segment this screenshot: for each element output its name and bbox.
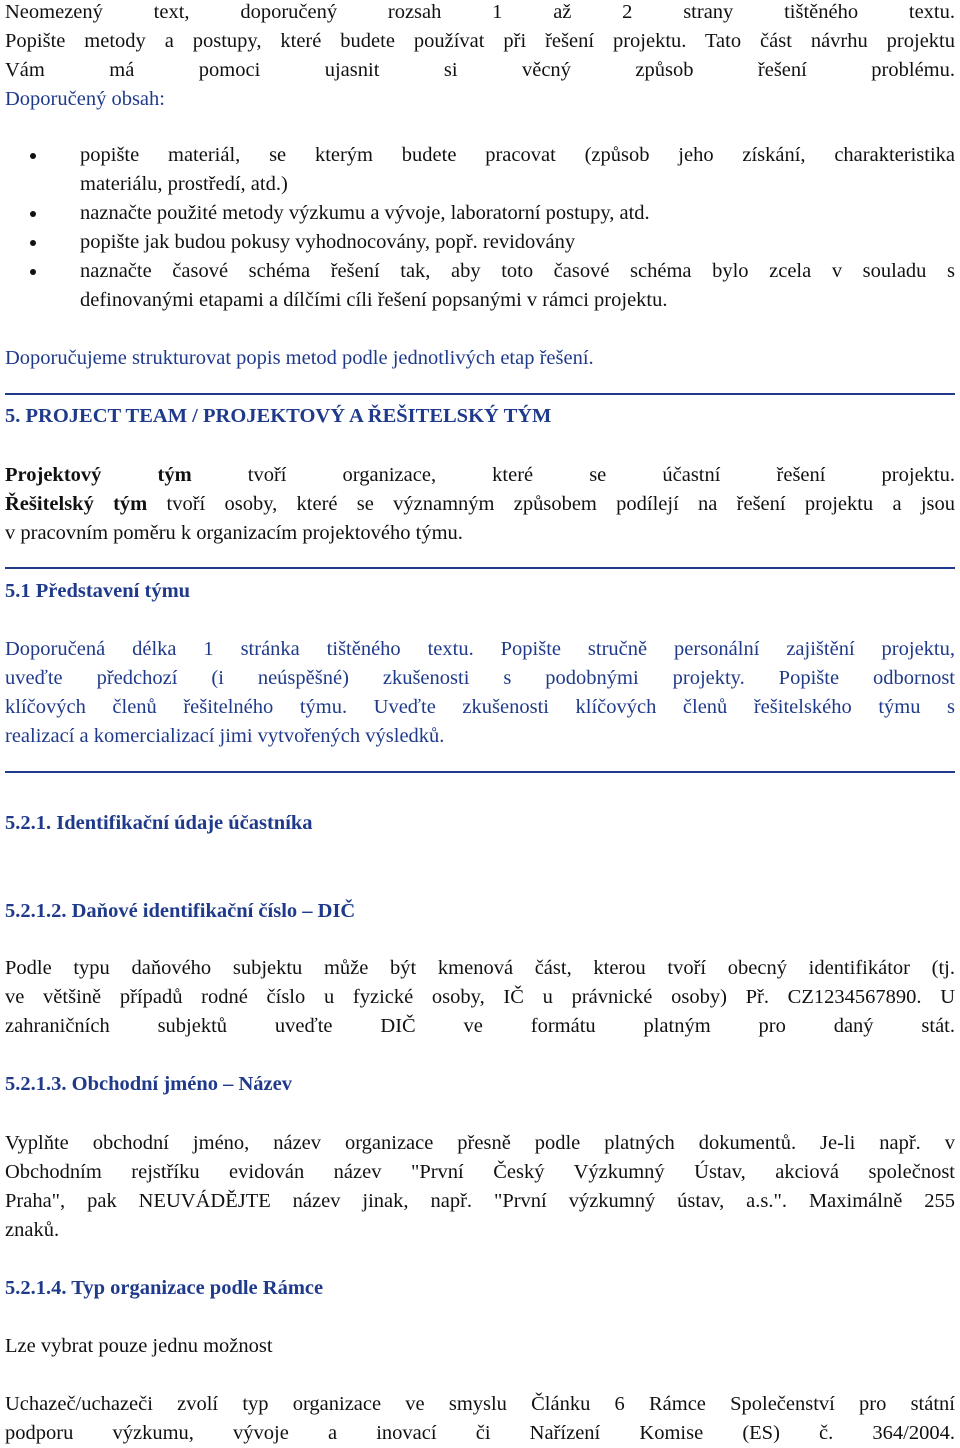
term-project-team: Projektový tým [5, 464, 192, 486]
section-divider [5, 771, 955, 773]
name-text-line: znaků. [5, 1219, 60, 1241]
research-team-definition [5, 490, 955, 519]
name-text-line: Vyplňte obchodní jméno, název organizace přesně podle platných dokumentů. Je-li např. v [5, 1132, 955, 1154]
section-5-2-1-title: 5.2.1. Identifikační údaje účastníka [5, 812, 313, 834]
list-item-text: naznačte časové schéma řešení tak, aby toto časové schéma bylo zcela v souladu s [80, 260, 955, 282]
section-5-2-1-2-title: 5.2.1.2. Daňové identifikační číslo – DIČ [5, 900, 356, 922]
intro-line-2: Popište metody a postupy, které budete používat při řešení projektu. Tato část návrhu projektu [5, 30, 955, 52]
intro-line-3: Vám má pomoci ujasnit si věcný způsob řešení problému. [5, 59, 955, 81]
list-item [5, 141, 955, 199]
single-choice-note: Lze vybrat pouze jednu možnost [5, 1335, 273, 1357]
list-item-text: definovanými etapami a dílčími cíli řešení popsanými v rámci projektu. [80, 289, 668, 311]
team-intro-line: klíčových členů řešitelného týmu. Uveďte zkušenosti klíčových členů řešitelského týmu s [5, 696, 955, 718]
team-intro-line: uveďte předchozí (i neúspěšné) zkušenosti s podobnými projekty. Popište odbornost [5, 667, 955, 689]
name-text-line: Praha", pak NEUVÁDĚJTE název jinak, např. "První výzkumný ústav, a.s.". Maximálně 255 [5, 1190, 955, 1212]
list-item-text: naznačte použité metody výzkumu a vývoje, laboratorní postupy, atd. [80, 202, 650, 224]
org-type-text-line: Uchazeč/uchazeči zvolí typ organizace ve smyslu Článku 6 Rámce Společenství pro státní [5, 1393, 955, 1415]
definition-text: tvoří osoby, které se významným způsobem podílejí na řešení projektu a jsou [147, 493, 955, 515]
team-intro-line: realizací a komercializací jimi vytvořených výsledků. [5, 725, 445, 747]
list-item [5, 199, 955, 228]
term-research-team: Řešitelský tým [5, 493, 148, 515]
dic-text-line: ve většině případů rodné číslo u fyzické osoby, IČ u právnické osoby) Př. CZ1234567890. U [5, 986, 955, 1008]
recommended-content-list [5, 141, 955, 315]
bullet-icon [30, 269, 36, 275]
section-5-title: 5. PROJECT TEAM / PROJEKTOVÝ A ŘEŠITELSKÝ TÝM [5, 405, 552, 427]
org-type-text-line: podporu výzkumu, vývoje a inovací či Nařízení Komise (ES) č. 364/2004. [5, 1422, 955, 1444]
bullet-icon [30, 153, 36, 159]
recommend-structure-note: Doporučujeme strukturovat popis metod podle jednotlivých etap řešení. [5, 347, 594, 369]
section-5-2-1-3-title: 5.2.1.3. Obchodní jméno – Název [5, 1073, 292, 1095]
intro-line-1: Neomezený text, doporučený rozsah 1 až 2 strany tištěného textu. [5, 1, 955, 23]
section-5-1-title: 5.1 Představení týmu [5, 580, 191, 602]
list-item [5, 257, 955, 315]
dic-text-line: Podle typu daňového subjektu může být kmenová část, kterou tvoří obecný identifikátor (tj. [5, 957, 955, 979]
section-5-2-1-4-title: 5.2.1.4. Typ organizace podle Rámce [5, 1277, 324, 1299]
dic-text-line: zahraničních subjektů uveďte DIČ ve formátu platným pro daný stát. [5, 1015, 955, 1037]
list-item-text: popište materiál, se kterým budete pracovat (způsob jeho získání, charakteristika [80, 144, 955, 166]
name-text-line: Obchodním rejstříku evidován název "První Český Výzkumný Ústav, akciová společnost [5, 1161, 955, 1183]
section-divider [5, 567, 955, 569]
list-item [5, 228, 955, 257]
definition-continuation: v pracovním poměru k organizacím projektového týmu. [5, 522, 463, 544]
definition-text: tvoří organizace, které se účastní řešení projektu. [191, 464, 955, 486]
bullet-icon [30, 240, 36, 246]
bullet-icon [30, 211, 36, 217]
section-divider [5, 393, 955, 395]
recommended-content-label: Doporučený obsah: [5, 88, 165, 110]
list-item-text: popište jak budou pokusy vyhodnocovány, popř. revidovány [80, 231, 576, 253]
team-intro-line: Doporučená délka 1 stránka tištěného textu. Popište stručně personální zajištění projektu, [5, 638, 955, 660]
list-item-text: materiálu, prostředí, atd.) [80, 173, 288, 195]
project-team-definition [5, 461, 955, 490]
